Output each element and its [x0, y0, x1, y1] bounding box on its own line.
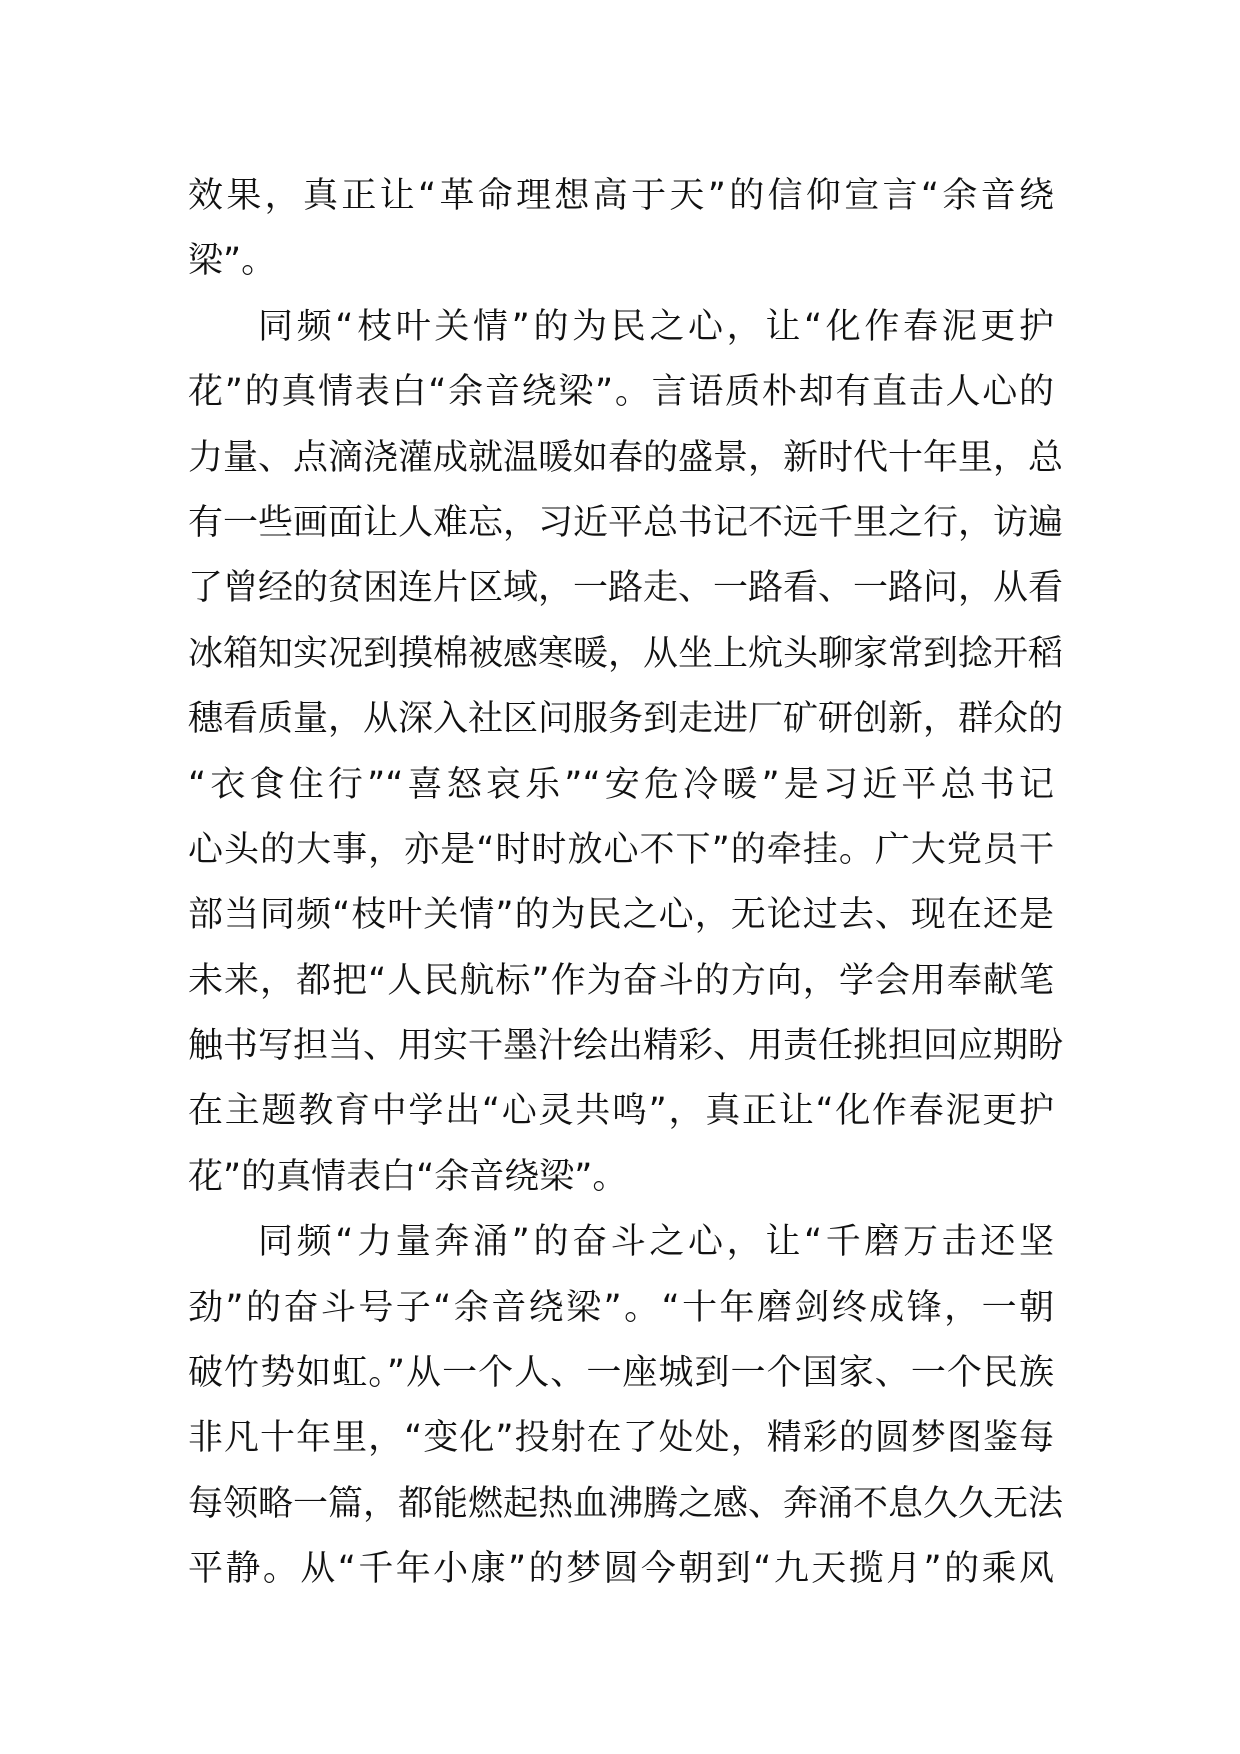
text-line: 花”的真情表白“余音绕梁”。言语质朴却有直击人心的	[188, 372, 1054, 413]
text-line: 穗看质量，从深入社区问服务到走进厂矿研创新，群众的	[188, 699, 1064, 740]
text-line: 力量、点滴浇灌成就温暖如春的盛景，新时代十年里，总	[188, 437, 1064, 478]
text-line: 破竹势如虹。”从一个人、一座城到一个国家、一个民族	[188, 1353, 1054, 1394]
text-line: 非凡十年里，“变化”投射在了处处，精彩的圆梦图鉴每	[188, 1418, 1054, 1459]
text-line: 冰箱知实况到摸棉被感寒暖，从坐上炕头聊家常到捻开稻	[188, 633, 1064, 674]
text-line: 心头的大事，亦是“时时放心不下”的牵挂。广大党员干	[188, 829, 1054, 870]
text-line: 效果，真正让“革命理想高于天”的信仰宣言“余音绕	[188, 176, 1054, 216]
paragraph	[188, 164, 1054, 295]
text-line: 触书写担当、用实干墨汁绘出精彩、用责任挑担回应期盼	[188, 1026, 1064, 1067]
text-line: 同频“力量奔涌”的奋斗之心，让“千磨万击还坚	[258, 1222, 1054, 1263]
text-line: “衣食住行”“喜怒哀乐”“安危冷暖”是习近平总书记	[188, 764, 1054, 805]
text-line: 了曾经的贫困连片区域，一路走、一路看、一路问，从看	[188, 568, 1064, 609]
text-line: 部当同频“枝叶关情”的为民之心，无论过去、现在还是	[188, 895, 1054, 936]
text-line: 每领略一篇，都能燃起热血沸腾之感、奔涌不息久久无法	[188, 1483, 1064, 1524]
text-line: 劲”的奋斗号子“余音绕梁”。“十年磨剑终成锋，一朝	[188, 1287, 1054, 1328]
text-line: 平静。从“千年小康”的梦圆今朝到“九天揽月”的乘风	[188, 1549, 1054, 1590]
text-line: 有一些画面让人难忘，习近平总书记不远千里之行，访遍	[188, 502, 1064, 543]
paragraph	[188, 295, 1064, 1210]
document-page	[188, 164, 1064, 1603]
text-line: 未来，都把“人民航标”作为奋斗的方向，学会用奉献笔	[188, 960, 1054, 1001]
text-line: 梁”。	[188, 241, 277, 282]
text-line: 花”的真情表白“余音绕梁”。	[188, 1156, 628, 1197]
text-line: 同频“枝叶关情”的为民之心，让“化作春泥更护	[258, 306, 1054, 347]
text-line: 在主题教育中学出“心灵共鸣”，真正让“化作春泥更护	[188, 1091, 1054, 1132]
paragraph	[188, 1210, 1064, 1602]
